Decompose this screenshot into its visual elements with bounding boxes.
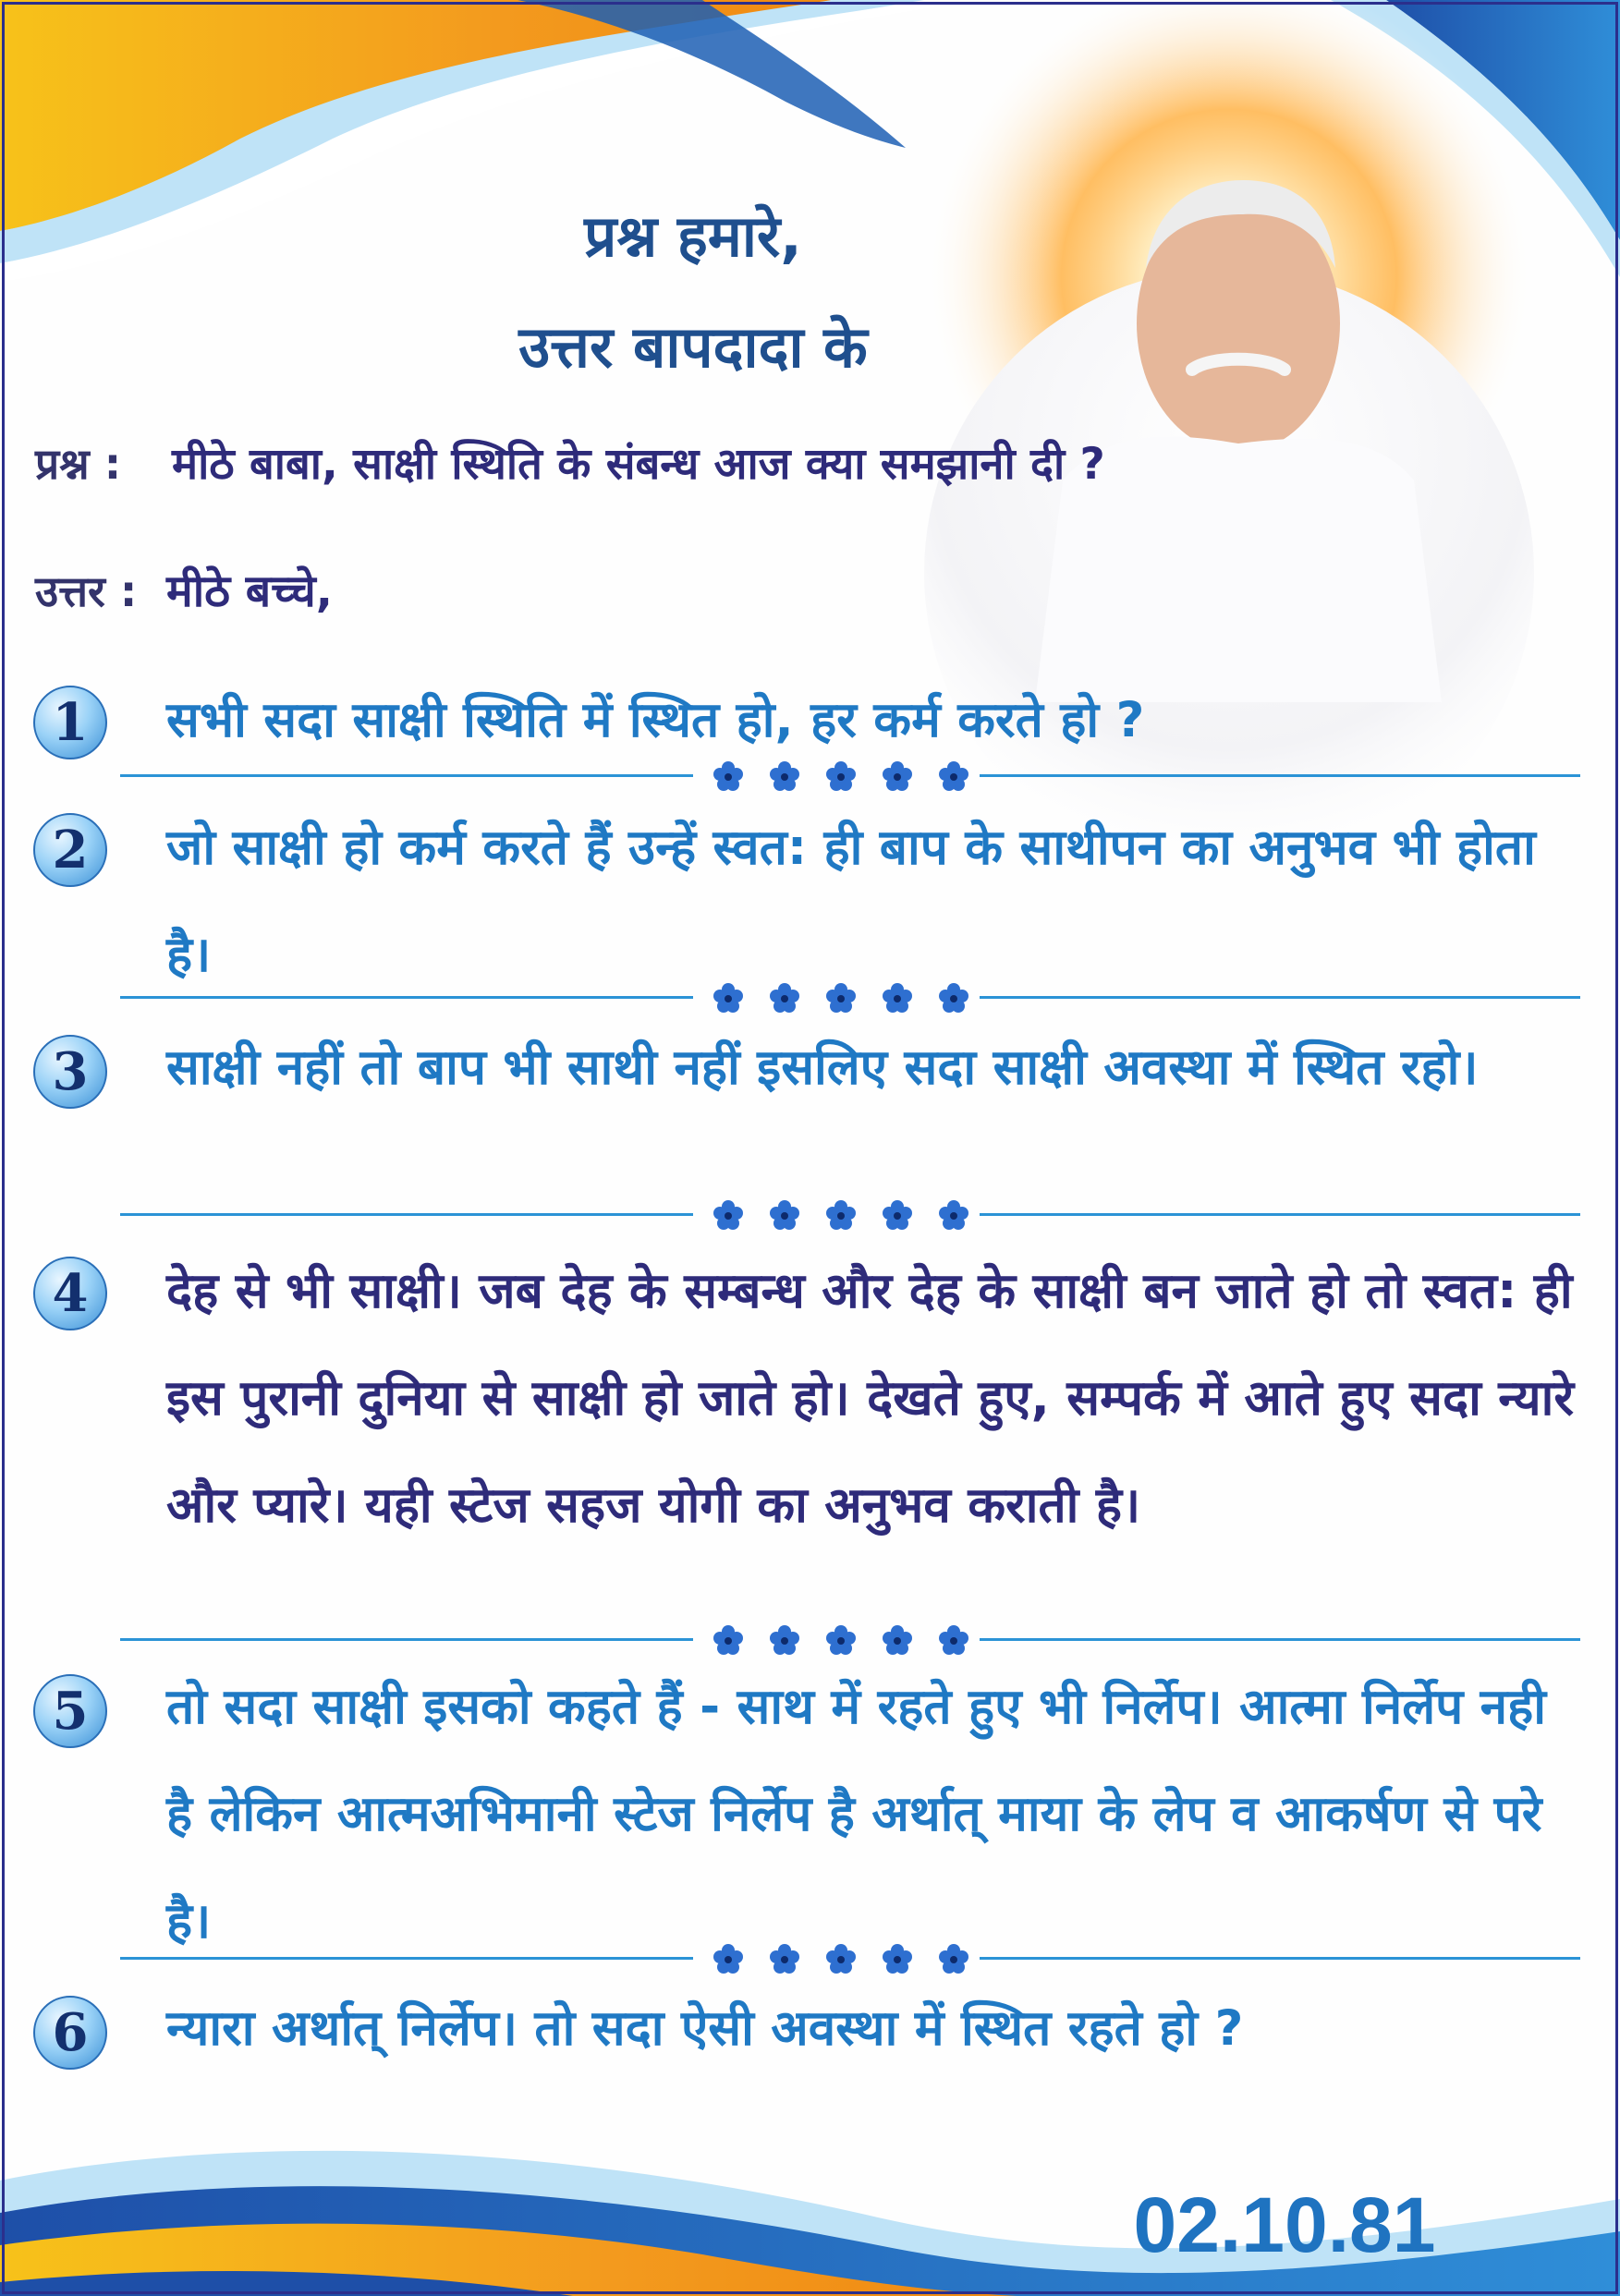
title-line-1: प्रश्न हमारे, (584, 202, 802, 270)
point-text-3: साक्षी नहीं तो बाप भी साथी नहीं इसलिए सदा साक्षी अवस्था में स्थित रहो। (166, 1039, 1479, 1096)
flower-icon (937, 759, 970, 793)
divider (120, 758, 1580, 795)
point-text-2: जो साक्षी हो कर्म करते हैं उन्हें स्वत: ही बाप के साथीपन का अनुभव भी होता है। (166, 820, 1536, 983)
flower-icon (768, 1623, 801, 1657)
flower-icon (712, 759, 745, 793)
divider (120, 1197, 1580, 1233)
flower-icon (937, 1942, 970, 1975)
point-number-4: 4 (33, 1257, 107, 1330)
flower-icon (881, 759, 914, 793)
point-text-1: सभी सदा साक्षी स्थिति में स्थित हो, हर कर्म करते हो ? (166, 692, 1145, 748)
flower-icon (824, 1942, 858, 1975)
flower-icon (824, 759, 858, 793)
answer-greeting: मीठे बच्चे, (166, 565, 333, 617)
flower-icon (881, 981, 914, 1014)
point-number-6: 6 (33, 1996, 107, 2070)
point-text-5: तो सदा साक्षी इसको कहते हैं - साथ में रहते हुए भी निर्लेप। आत्मा निर्लेप नही है लेकिन आत्मअभिमानी स्टेज निर्लेप है अर्थात् माया के लेप व आकर्षण से परे है। (166, 1679, 1546, 1950)
flower-icon (937, 1198, 970, 1232)
flower-icon (824, 1198, 858, 1232)
answer-label: उत्तर : (35, 566, 138, 616)
flower-icon (768, 1198, 801, 1232)
flower-icon (712, 1623, 745, 1657)
point-number-5: 5 (33, 1674, 107, 1748)
flower-icon (881, 1942, 914, 1975)
date-label: 02.10.81 (1133, 2181, 1436, 2268)
question-text: मीठे बाबा, साक्षी स्थिति के संबन्ध आज क्या समझानी दी ? (172, 439, 1105, 490)
flower-icon (768, 981, 801, 1014)
flower-icon (712, 1942, 745, 1975)
flower-icon (881, 1623, 914, 1657)
question-label: प्रश्न : (35, 439, 122, 489)
divider (120, 1940, 1580, 1977)
divider (120, 979, 1580, 1016)
point-text-6: न्यारा अर्थात् निर्लेप। तो सदा ऐसी अवस्था में स्थित रहते हो ? (166, 2000, 1244, 2057)
flower-icon (768, 1942, 801, 1975)
flower-icon (937, 1623, 970, 1657)
point-text-4: देह से भी साक्षी। जब देह के सम्बन्ध और देह के साक्षी बन जाते हो तो स्वत: ही इस पुरानी दुनिया से साक्षी हो जाते हो। देखते हुए, सम्पर्क में आते हुए सदा न्यारे और प्यारे। यही स्टेज सहज योगी का अनुभव कराती है। (166, 1263, 1575, 1534)
flower-icon (824, 981, 858, 1014)
flower-icon (881, 1198, 914, 1232)
divider (120, 1622, 1580, 1658)
flower-icon (712, 1198, 745, 1232)
point-number-3: 3 (33, 1035, 107, 1109)
point-number-2: 2 (33, 813, 107, 887)
flower-icon (937, 981, 970, 1014)
flower-icon (824, 1623, 858, 1657)
flower-icon (768, 759, 801, 793)
point-number-1: 1 (33, 686, 107, 759)
flower-icon (712, 981, 745, 1014)
title-line-2: उत्तर बापदादा के (518, 313, 868, 381)
